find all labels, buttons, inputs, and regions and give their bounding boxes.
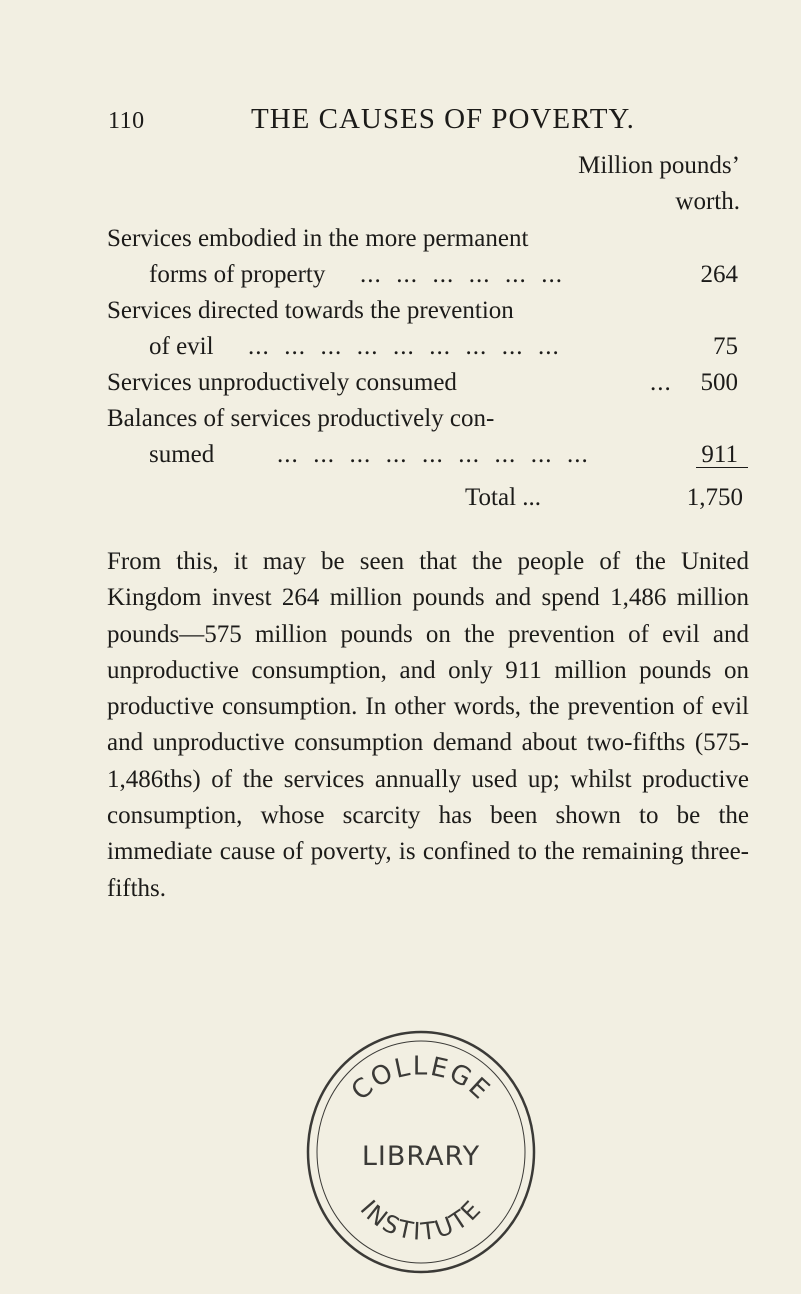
row-value: 75	[713, 333, 738, 360]
row-label-line1: Services unproductively consumed	[107, 369, 457, 396]
row-label-line1: Services directed towards the prevention	[107, 297, 514, 324]
total-value: 1,750	[686, 484, 743, 511]
stamp-bottom-text: INSTITUTE	[354, 1194, 488, 1246]
dot-leaders: ... ... ... ... ... ... ... ... ...	[248, 333, 560, 360]
column-heading-line1: Million pounds’	[578, 152, 740, 179]
dot-leaders: ... ... ... ... ... ... ... ... ...	[277, 441, 589, 468]
library-stamp	[298, 1015, 544, 1277]
dot-leaders: ...	[650, 369, 672, 396]
stamp-center-text: LIBRARY	[361, 1141, 481, 1172]
total-rule	[696, 467, 748, 468]
row-label-line1: Services embodied in the more permanent	[107, 225, 529, 252]
body-paragraph: From this, it may be seen that the people of the United Kingdom invest 264 million pounds and spend 1,486 million pounds—575 million pounds on the prevention of evil and unproductive consumption, and only 911 million pounds on productive consumption. In other words, the prevention of evil and unproductive consumption demand about two-fifths (575-1,486ths) of the services annually used up; whilst productive consumption, whose scarcity has been shown to be the immediate cause of poverty, is confined to the remaining three-fifths.	[107, 548, 749, 902]
dot-leaders: ... ... ... ... ... ...	[360, 261, 563, 288]
row-label-line1: Balances of services productively con-	[107, 405, 495, 432]
row-label-line2: forms of property	[149, 261, 326, 288]
running-head: THE CAUSES OF POVERTY.	[251, 103, 635, 135]
stamp-top-text: COLLEGE	[345, 1051, 497, 1107]
page-number: 110	[108, 108, 145, 134]
row-value: 911	[701, 441, 738, 468]
row-value: 500	[700, 369, 738, 396]
column-heading-line2: worth.	[675, 188, 740, 215]
total-label: Total ...	[465, 484, 542, 511]
row-value: 264	[700, 261, 738, 288]
row-label-line2: of evil	[149, 333, 214, 360]
row-label-line2: sumed	[149, 441, 215, 468]
